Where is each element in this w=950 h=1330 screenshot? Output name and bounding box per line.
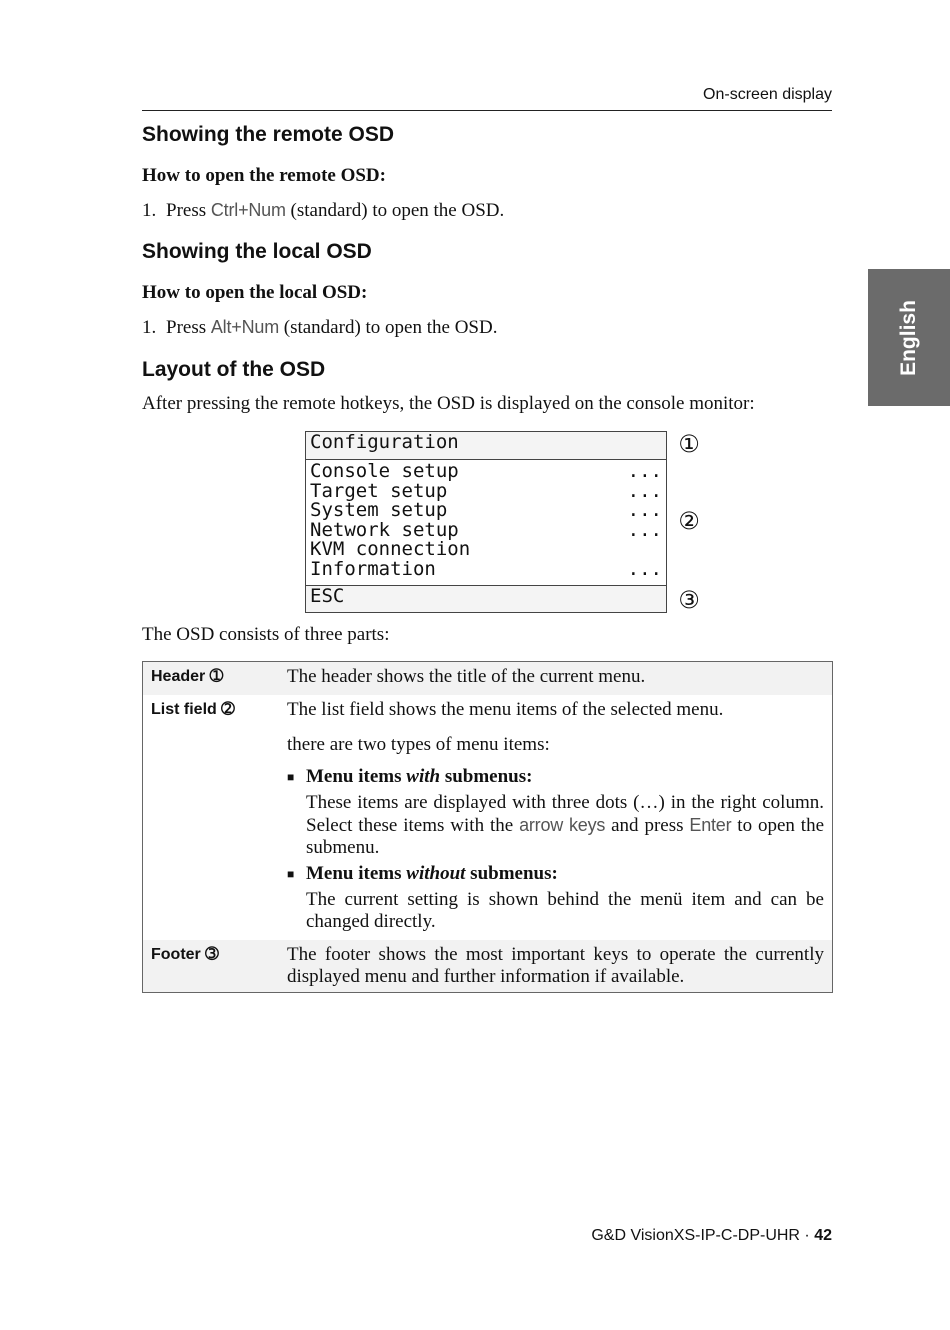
row-label-footer: Footer ➂ — [151, 946, 219, 963]
osd-item-label: Target setup — [310, 479, 448, 502]
step-text-pre: Press — [166, 317, 211, 338]
header-description: The header shows the title of the current menu. — [287, 666, 646, 687]
step-text-post: (standard) to open the OSD. — [279, 317, 498, 338]
osd-item-suffix: ... — [627, 499, 662, 522]
bullet-heading-post: submenus: — [465, 863, 558, 884]
bullet-heading-post: submenus: — [440, 766, 533, 787]
table-row — [143, 940, 832, 992]
osd-item-suffix: ... — [627, 518, 662, 541]
osd-header: Configuration — [306, 432, 666, 460]
page-footer — [591, 1227, 832, 1245]
osd-menu-item — [310, 501, 662, 521]
bullet-body-pre: These items are displayed with three dots (…) in the right column. Select these items with the — [306, 792, 824, 836]
key-label-enter: Enter — [689, 815, 732, 835]
bullet-with-submenus — [287, 766, 824, 788]
running-header-text: On-screen display — [703, 86, 832, 103]
layout-intro: After pressing the remote hotkeys, the OSD is displayed on the console monitor: — [142, 393, 755, 414]
row-desc-header — [287, 662, 832, 695]
bullet-heading-em: without — [406, 863, 466, 884]
row-label-header: Header ➀ — [151, 668, 224, 685]
bullet-heading-em: with — [406, 766, 441, 787]
table-row — [143, 662, 832, 695]
bullet-body-post: to open the submenu. — [306, 815, 825, 858]
osd-item-label: Network setup — [310, 518, 459, 541]
bullet-square-icon: ■ — [287, 867, 295, 881]
product-name: G&D VisionXS-IP-C-DP-UHR · — [591, 1227, 815, 1244]
howto-heading-local: How to open the local OSD: — [142, 282, 368, 303]
list-field-description: The list field shows the menu items of the selected menu. — [287, 699, 724, 720]
osd-menu-item — [310, 462, 662, 482]
callout-1: ① — [678, 430, 700, 458]
section-title-local-osd: Showing the local OSD — [142, 240, 372, 263]
language-tab — [868, 269, 950, 406]
osd-list-field — [306, 460, 666, 585]
osd-item-suffix: ... — [627, 557, 662, 580]
bullet-heading — [306, 863, 558, 885]
osd-item-label: KVM connection — [310, 538, 471, 561]
page-number: 42 — [814, 1227, 832, 1244]
osd-figure — [305, 431, 667, 613]
language-tab-label: English — [897, 299, 920, 376]
osd-parts-intro: The OSD consists of three parts: — [142, 624, 390, 645]
step-number: 1. — [142, 317, 157, 338]
callout-2: ② — [678, 507, 700, 535]
hotkey-label: Ctrl+Num — [210, 200, 286, 220]
osd-item-label: Console setup — [310, 460, 459, 482]
bullet-body-without: The current setting is shown behind the menü item and can be changed directly. — [306, 889, 824, 932]
running-header — [142, 86, 832, 111]
bullet-without-submenus — [287, 863, 824, 885]
key-label-arrow-keys: arrow keys — [519, 815, 606, 835]
menu-types-intro: there are two types of menu items: — [287, 734, 550, 755]
osd-footer: ESC — [306, 585, 666, 612]
bullet-square-icon: ■ — [287, 770, 295, 784]
step-local — [142, 317, 497, 339]
row-desc-footer — [287, 940, 832, 992]
step-number: 1. — [142, 200, 157, 221]
section-title-layout: Layout of the OSD — [142, 358, 326, 381]
callout-3: ③ — [678, 586, 700, 614]
hotkey-label: Alt+Num — [210, 317, 279, 337]
footer-description: The footer shows the most important keys to operate the currently displayed menu and further information if available. — [287, 944, 824, 987]
step-remote — [142, 200, 504, 222]
osd-item-label: System setup — [310, 499, 448, 522]
osd-item-suffix: ... — [627, 479, 662, 502]
step-text-pre: Press — [166, 200, 211, 221]
osd-parts-table — [142, 661, 833, 993]
osd-item-suffix: ... — [627, 460, 662, 482]
row-label-list-field: List field ➁ — [151, 701, 235, 718]
bullet-body-with — [306, 792, 824, 859]
row-desc-list-field — [287, 695, 832, 940]
osd-menu-item — [310, 557, 662, 580]
howto-heading-remote: How to open the remote OSD: — [142, 165, 386, 186]
bullet-heading-pre: Menu items — [306, 766, 407, 787]
bullet-body-mid: and press — [605, 815, 690, 836]
step-text-post: (standard) to open the OSD. — [285, 200, 505, 221]
table-row — [143, 695, 832, 940]
osd-item-label: Information — [310, 557, 436, 580]
bullet-heading-pre: Menu items — [306, 863, 407, 884]
bullet-heading — [306, 766, 532, 788]
section-title-remote-osd: Showing the remote OSD — [142, 123, 395, 146]
